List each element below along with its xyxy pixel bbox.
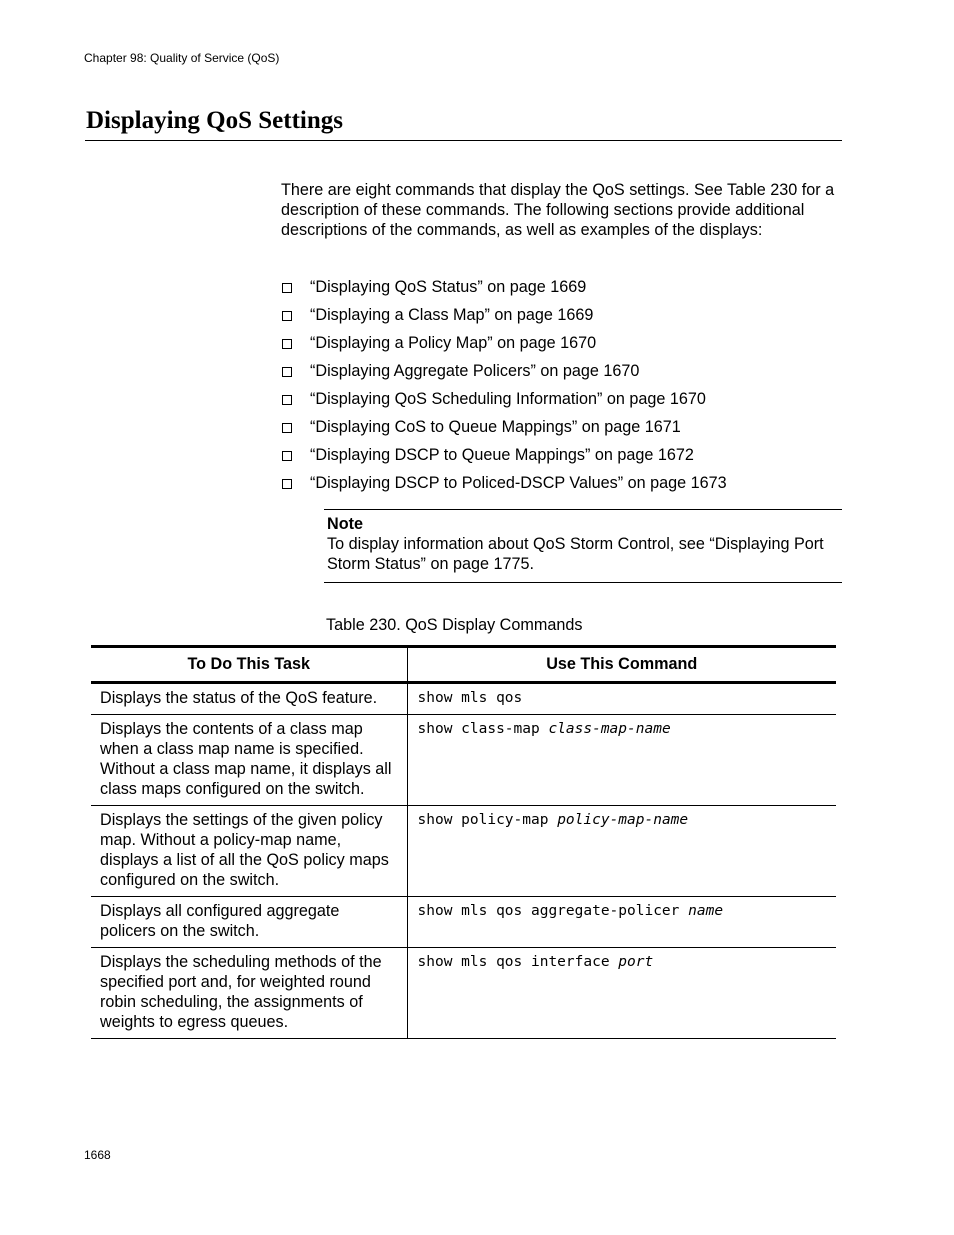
task-cell: Displays the status of the QoS feature.: [91, 683, 407, 715]
command-text: show mls qos aggregate-policer: [417, 903, 689, 919]
list-item-text: “Displaying QoS Status” on page 1669: [310, 278, 587, 296]
command-argument: class-map-name: [548, 721, 671, 737]
list-item: [281, 444, 727, 472]
command-text: show policy-map: [417, 812, 558, 828]
table-row: [91, 948, 836, 1039]
title-rule: [85, 140, 842, 141]
note-box: [324, 509, 842, 583]
command-cell: [407, 897, 836, 948]
list-item: [281, 416, 727, 444]
command-argument: name: [688, 903, 724, 919]
list-item-text: “Displaying QoS Scheduling Information” on page 1670: [310, 390, 706, 408]
command-text: show mls qos interface: [417, 954, 619, 970]
list-item: [281, 332, 727, 360]
list-item-text: “Displaying DSCP to Policed-DSCP Values” on page 1673: [310, 474, 727, 492]
column-header-task: To Do This Task: [91, 647, 407, 683]
command-cell: [407, 806, 836, 897]
page-number: 1668: [84, 1148, 111, 1162]
running-head: Chapter 98: Quality of Service (QoS): [84, 51, 280, 65]
command-text: show mls qos: [417, 690, 523, 706]
task-cell: Displays the settings of the given policy map. Without a policy-map name, displays a list of all the QoS policy maps configured on the switch.: [91, 806, 407, 897]
table-row: [91, 715, 836, 806]
list-item: [281, 304, 727, 332]
command-cell: [407, 683, 836, 715]
checkbox-bullet-icon: [282, 311, 292, 321]
section-title: Displaying QoS Settings: [86, 107, 344, 134]
note-text: To display information about QoS Storm Control, see “Displaying Port Storm Status” on page 1775.: [327, 535, 824, 573]
command-argument: policy-map-name: [557, 812, 689, 828]
list-item-text: “Displaying DSCP to Queue Mappings” on page 1672: [310, 446, 694, 464]
command-argument: port: [618, 954, 654, 970]
list-item-text: “Displaying Aggregate Policers” on page 1670: [310, 362, 640, 380]
checkbox-bullet-icon: [282, 395, 292, 405]
task-cell: Displays the scheduling methods of the specified port and, for weighted round robin scheduling, the assignments of weights to egress queues.: [91, 948, 407, 1039]
list-item-text: “Displaying CoS to Queue Mappings” on page 1671: [310, 418, 681, 436]
command-text: show class-map: [417, 721, 549, 737]
note-heading: Note: [327, 515, 363, 533]
list-item: [281, 360, 727, 388]
column-header-command: Use This Command: [546, 655, 698, 673]
list-item: [281, 388, 727, 416]
command-cell: [407, 715, 836, 806]
checkbox-bullet-icon: [282, 451, 292, 461]
checkbox-bullet-icon: [282, 367, 292, 377]
checkbox-bullet-icon: [282, 423, 292, 433]
table-header-row: [91, 647, 836, 683]
command-cell: [407, 948, 836, 1039]
task-cell: Displays all configured aggregate policers on the switch.: [91, 897, 407, 948]
qos-commands-table: [91, 645, 836, 1039]
list-item-text: “Displaying a Policy Map” on page 1670: [310, 334, 597, 352]
intro-paragraph: There are eight commands that display the QoS settings. See Table 230 for a description of these commands. The following sections provide additional descriptions of the commands, as well as examples of the displays:: [281, 181, 835, 239]
checkbox-bullet-icon: [282, 283, 292, 293]
list-item: [281, 472, 727, 500]
checkbox-bullet-icon: [282, 339, 292, 349]
bullet-list: [281, 276, 727, 500]
table-row: [91, 683, 836, 715]
table-row: [91, 806, 836, 897]
table-row: [91, 897, 836, 948]
task-cell: Displays the contents of a class map when a class map name is specified. Without a class map name, it displays all class maps configured on the switch.: [91, 715, 407, 806]
checkbox-bullet-icon: [282, 479, 292, 489]
list-item-text: “Displaying a Class Map” on page 1669: [310, 306, 594, 324]
table-caption: Table 230. QoS Display Commands: [326, 616, 583, 634]
list-item: [281, 276, 727, 304]
